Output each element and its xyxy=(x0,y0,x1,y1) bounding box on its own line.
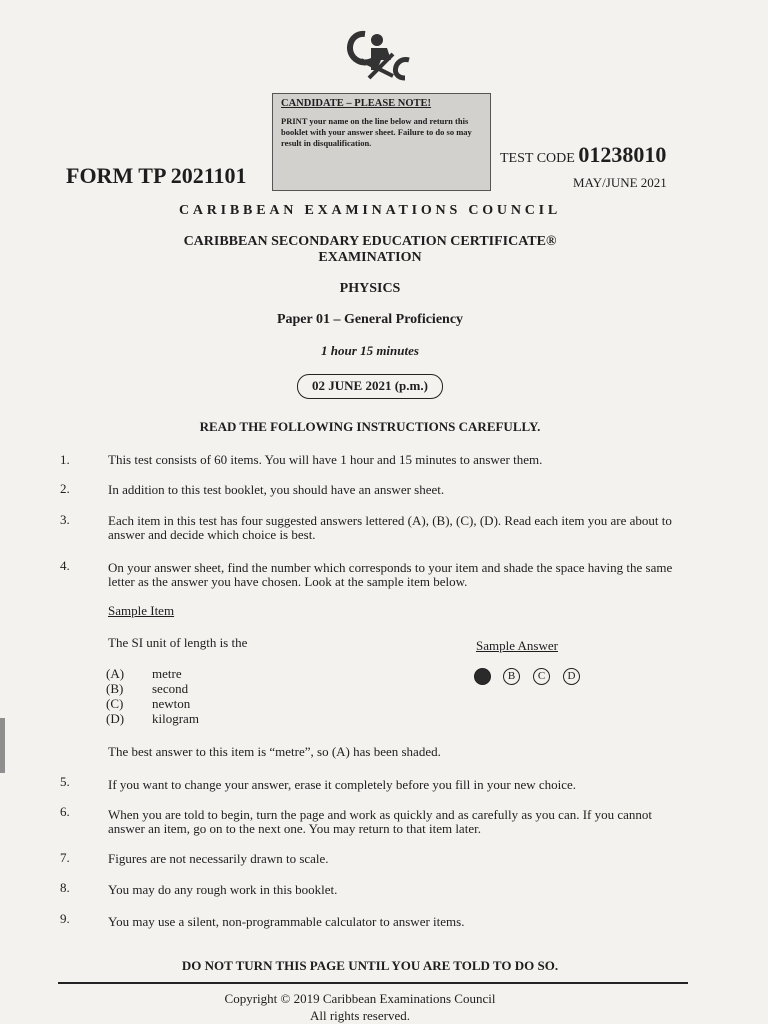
test-code-number: 01238010 xyxy=(578,142,667,167)
exam-duration: 1 hour 15 minutes xyxy=(321,343,419,358)
answer-bubble-b: B xyxy=(503,668,520,685)
instruction-number: 7. xyxy=(60,850,70,865)
option-text: second xyxy=(152,681,189,696)
test-code-label: TEST CODE xyxy=(500,151,575,166)
answer-bubble-a-shaded xyxy=(474,668,491,685)
form-id: FORM TP 2021101 xyxy=(66,163,247,188)
notice-title: CANDIDATE – PLEASE NOTE! xyxy=(281,98,432,109)
subject-title: PHYSICS xyxy=(339,281,401,296)
option-letter: (C) xyxy=(106,696,124,711)
instruction-number: 3. xyxy=(60,512,70,527)
instruction-text: Figures are not necessarily drawn to scale. xyxy=(108,851,329,866)
certificate-title-line2: EXAMINATION xyxy=(318,250,422,265)
option-letter: (D) xyxy=(106,711,125,726)
instructions-heading: READ THE FOLLOWING INSTRUCTIONS CAREFULLY. xyxy=(199,419,541,434)
instruction-number: 5. xyxy=(60,774,70,789)
certificate-title: CARIBBEAN SECONDARY EDUCATION CERTIFICATE® xyxy=(183,234,557,249)
instruction-text: Each item in this test has four suggested answers lettered (A), (B), (C), (D). Read each item you are about to answer and decide which choice is best. xyxy=(108,513,672,542)
instruction-number: 1. xyxy=(60,452,70,467)
cxc-logo-icon xyxy=(335,26,415,82)
sample-question: The SI unit of length is the xyxy=(108,635,248,650)
council-name: CARIBBEAN EXAMINATIONS COUNCIL xyxy=(178,203,562,218)
scan-edge-mark xyxy=(0,718,5,773)
answer-bubble-d: D xyxy=(563,668,580,685)
instruction-text: If you want to change your answer, erase it completely before you fill in your new choice. xyxy=(108,777,577,792)
paper-title: Paper 01 – General Proficiency xyxy=(276,312,464,327)
option-text: newton xyxy=(152,696,191,711)
sample-explanation: The best answer to this item is “metre”, so (A) has been shaded. xyxy=(108,744,441,759)
option-letter: (A) xyxy=(106,666,125,681)
instruction-text: On your answer sheet, find the number which corresponds to your item and shade the space having the same letter as the answer you have chosen. Look at the sample item below. xyxy=(108,560,673,589)
option-text: kilogram xyxy=(152,711,199,726)
notice-text: PRINT your name on the line below and return this booklet with your answer sheet. Failure to do so may result in disqualification. xyxy=(281,116,472,148)
instruction-text: You may do any rough work in this booklet. xyxy=(108,882,338,897)
instruction-text: You may use a silent, non-programmable calculator to answer items. xyxy=(108,914,465,929)
instruction-number: 2. xyxy=(60,481,70,496)
rights-text: All rights reserved. xyxy=(309,1008,410,1023)
instruction-number: 9. xyxy=(60,911,70,926)
footer-divider xyxy=(58,982,688,984)
instruction-text: When you are told to begin, turn the page and work as quickly and as carefully as you can. If you cannot answer an item, go on to the next one. You may return to that item later. xyxy=(108,807,653,836)
sample-answer-title: Sample Answer xyxy=(476,638,558,653)
copyright-text: Copyright © 2019 Caribbean Examinations Council xyxy=(224,991,496,1006)
instruction-text: In addition to this test booklet, you should have an answer sheet. xyxy=(108,482,445,497)
instruction-number: 6. xyxy=(60,804,70,819)
exam-date-badge: 02 JUNE 2021 (p.m.) xyxy=(297,374,443,399)
answer-bubble-c: C xyxy=(533,668,550,685)
instruction-number: 8. xyxy=(60,880,70,895)
candidate-notice-box xyxy=(272,93,491,191)
instruction-text: This test consists of 60 items. You will have 1 hour and 15 minutes to answer them. xyxy=(108,452,543,467)
test-code xyxy=(500,142,666,168)
sample-item-title: Sample Item xyxy=(108,603,175,618)
final-warning: DO NOT TURN THIS PAGE UNTIL YOU ARE TOLD TO DO SO. xyxy=(181,958,559,973)
option-letter: (B) xyxy=(106,681,124,696)
option-text: metre xyxy=(152,666,182,681)
instruction-number: 4. xyxy=(60,558,70,573)
exam-session: MAY/JUNE 2021 xyxy=(573,175,667,190)
